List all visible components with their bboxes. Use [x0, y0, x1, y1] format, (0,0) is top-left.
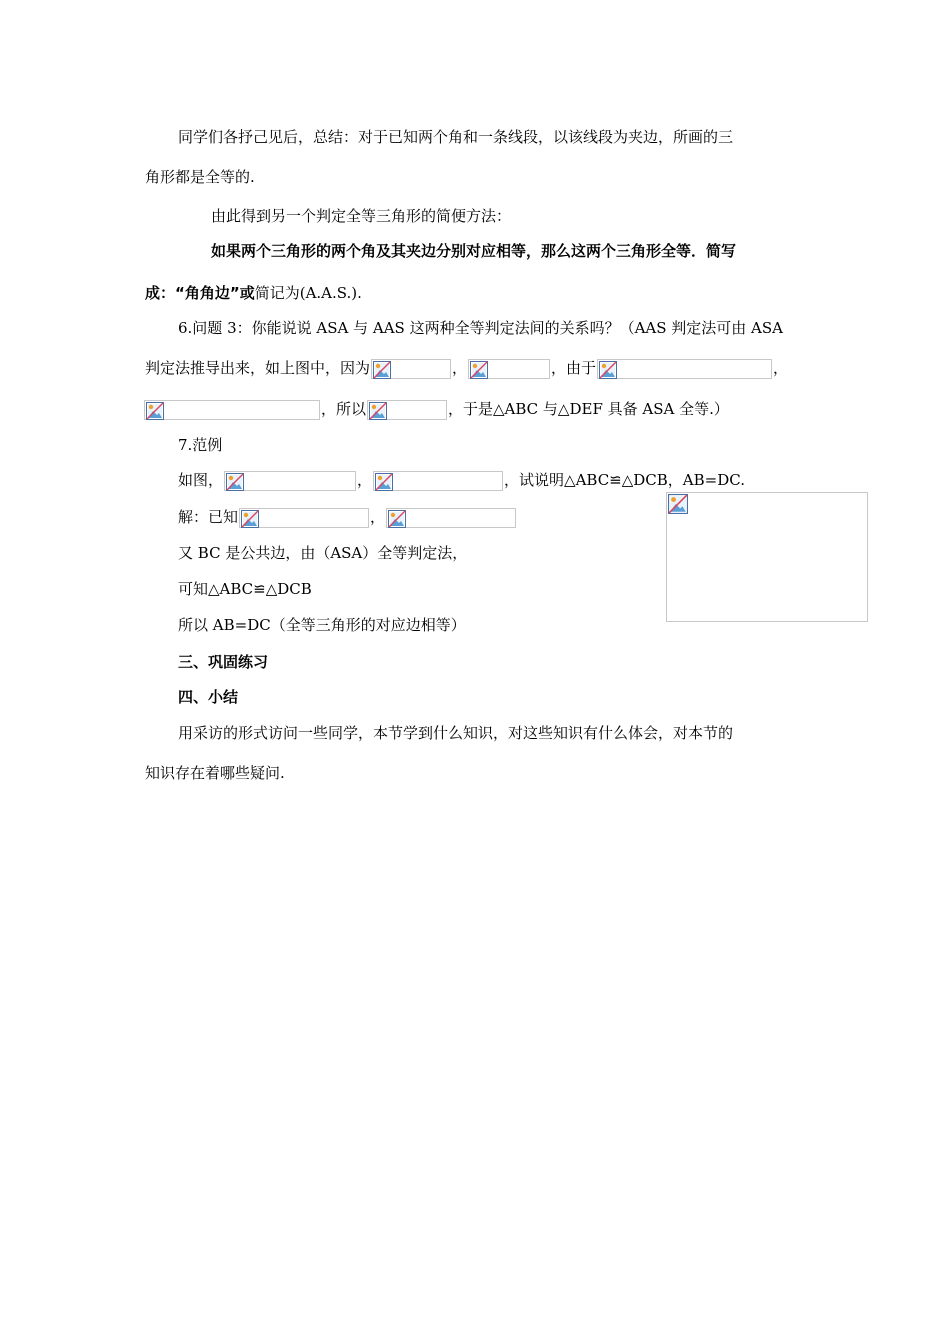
formula-image [144, 400, 320, 420]
rule-short-name: 成：“角角边”或 [145, 284, 255, 302]
text-segment: ，试说明△ABC≌△DCB，AB=DC. [504, 471, 745, 489]
paragraph-line: 角形都是全等的. [145, 168, 255, 186]
formula-image [597, 359, 772, 379]
formula-image [373, 471, 503, 491]
broken-image-icon [470, 361, 488, 379]
example-line: 可知△ABC≌△DCB [178, 580, 312, 598]
rule-statement-cont [145, 282, 362, 304]
paragraph-line: 知识存在着哪些疑问. [145, 764, 285, 782]
broken-image-icon [388, 510, 406, 528]
formula-image [386, 508, 516, 528]
text-segment: ，于是△ABC 与△DEF 具备 ASA 全等.） [448, 400, 729, 418]
text-segment: ，所以 [321, 400, 367, 418]
text-segment: ，由于 [551, 359, 597, 377]
example-line [178, 469, 745, 491]
question-3-line [145, 357, 788, 379]
text-segment: ， [357, 471, 373, 489]
paragraph-line: 用采访的形式访问一些同学，本节学到什么知识，对这些知识有什么体会，对本节的 [178, 724, 734, 742]
broken-image-icon [369, 402, 387, 420]
section-heading: 四、小结 [178, 688, 239, 706]
question-3-line: 6.问题 3：你能说说 ASA 与 AAS 这两种全等判定法间的关系吗？（AAS 判定法可由 ASA [178, 319, 783, 337]
figure-image [666, 492, 868, 622]
question-3-line [143, 398, 729, 420]
text-segment: ， [452, 359, 468, 377]
paragraph-line: 同学们各抒己见后，总结：对于已知两个角和一条线段，以该线段为夹边，所画的三 [178, 128, 734, 146]
formula-image [224, 471, 356, 491]
rule-abbrev: 简记为(A.A.S.). [254, 284, 362, 302]
broken-image-icon [241, 510, 259, 528]
broken-image-icon [373, 361, 391, 379]
example-line [178, 506, 517, 528]
text-segment: 如图， [178, 471, 224, 489]
text-segment: 判定法推导出来，如上图中，因为 [145, 359, 371, 377]
broken-image-icon [375, 473, 393, 491]
paragraph-line: 由此得到另一个判定全等三角形的简便方法： [211, 207, 512, 225]
example-line: 又 BC 是公共边，由（ASA）全等判定法， [178, 544, 468, 562]
broken-image-icon [226, 473, 244, 491]
broken-image-icon [668, 494, 688, 514]
formula-image [468, 359, 550, 379]
text-segment: 解：已知 [178, 508, 239, 526]
text-segment: ， [773, 359, 789, 377]
formula-image [367, 400, 447, 420]
section-heading: 三、巩固练习 [178, 653, 269, 671]
example-line: 所以 AB=DC（全等三角形的对应边相等） [178, 616, 466, 634]
rule-statement: 如果两个三角形的两个角及其夹边分别对应相等，那么这两个三角形全等．简写 [211, 242, 737, 260]
formula-image [239, 508, 369, 528]
formula-image [371, 359, 451, 379]
broken-image-icon [599, 361, 617, 379]
text-segment: ， [370, 508, 386, 526]
broken-image-icon [146, 402, 164, 420]
example-heading: 7.范例 [178, 436, 223, 454]
